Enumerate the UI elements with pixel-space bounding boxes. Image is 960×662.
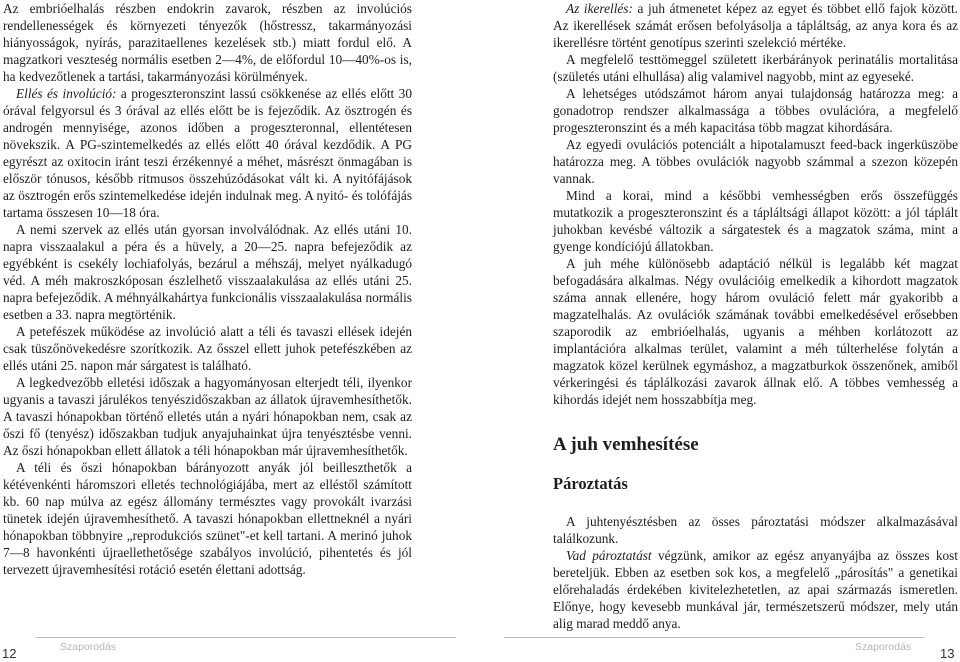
right-text-column	[553, 0, 958, 632]
paragraph-genital-involution: A nemi szervek az ellés után gyorsan involválódnak. Az ellés utáni 10. napra visszaalakul a péra és a hüvely, a 20—25. napra befejeződik az egyébként is csekély lochiafolyás, bezárul a méhszáj, melyet nyálkadugó véd. A méh makroszkóposan észlelhető visszaalakulása az ellés utáni 25. napra befejeződik. A méhnyálkahártya funkcionális visszaalakulása normális esetben a 33. napra megtörténik.	[3, 222, 412, 322]
term-wild-mating: Vad pároztatást	[566, 548, 652, 563]
term-birth-involution: Ellés és involúció:	[16, 86, 117, 101]
paragraph-lambing-season: A legkedvezőbb elletési időszak a hagyományosan elterjedt téli, ilyenkor ugyanis a tavaszi járulékos tenyészidőszakban az állatok újravemhesíthetők. A tavaszi hónapokban történő elletés után a nyári hónapokban nem, csak az őszi fő (tenyész) időszakban tudjuk anyajuhainkat újra tenyésztésbe venni. Az őszi hónapokban ellett állatok a téli hónapokban már újravemhesíthetők.	[3, 375, 412, 458]
paragraph-ovary-function: A petefészek működése az involúció alatt a téli és tavaszi ellések idején csak tüszőnövekedésre szorítkozik. Az ősszel ellett juhok petefészkében az ellés utáni 25. napon már sárgatest is található.	[3, 324, 412, 373]
term-twin-birth: Az ikerellés:	[566, 1, 633, 16]
footer-rule	[36, 637, 456, 638]
page-number: 12	[2, 646, 17, 661]
paragraph-uterus-capacity: A juh méhe különösebb adaptáció nélkül is legalább két magzat befogadására alkalmas. Négy ovulációig emelkedik a kihordott magzatok száma annak ellenére, hogy három ovuláció felett már gyakoribb a magzatelhalás. Az ovulációk számának további emelkedésével erősebben szaporodik az embrióelhalás, ugyanis a méhben korlátozott az implantációra alkalmas terület, valamint a méh túlterhelése folytán a magzatok közel kerülnek egymáshoz, a magzatburkok összenőnek, amiből vérkeringési és táplálkozási zavarok állnak elő. A többes vemhesség a kihordás idejét nem hosszabbítja meg.	[553, 256, 958, 407]
paragraph-ovulation-potential: Az egyedi ovulációs potenciált a hipotalamuszt feed-back ingerküszöbe határozza meg. A többes ovulációk nagyobb számmal a szezon közepén vannak.	[553, 137, 958, 186]
paragraph-twin-birth-text: a juh átmenetet képez az egyet és többet ellő fajok között. Az ikerellések számát erősen befolyásolja a tápláltság, az anya kora és az ikerellésre történt genotípus szerinti szelekció mértéke.	[553, 1, 958, 50]
footer-rule	[504, 637, 924, 638]
section-title: Pároztatás	[553, 474, 628, 493]
paragraph-wild-mating-text: végzünk, amikor az egész anyanyájba az összes kost bereteljük. Ebben az esetben sok kos, a megfelelő „párosítás" a genetikai előrehaladás érdekében kivitelezhetetlen, az apai származás ismeretlen. Előnye, hogy kevesebb munkával jár, természetszerű módszer, mely után alig marad meddő anya.	[553, 548, 959, 631]
paragraph-lambing-technology: A téli és őszi hónapokban bárányozott anyák jól beilleszthetők a kétévenkénti háromszori elletés technológiájába, mert az elléstől számított kb. 60 nap múlva az egész állomány természtes vagy provokált ivarzási tünetek idején újravemhesíthető. A tavaszi hónapokban ellettneknél a nyári hónapokban többnyire „reprodukciós szünet"-et kell tartani. A merinó juhok 7—8 havonkénti újraellethetősége szabályos involúció, pihentetés és jól tervezett újravemhesítési rotáció esetén élettani adottság.	[3, 460, 412, 577]
left-text-column	[3, 0, 412, 578]
footer-label: Szaporodás	[855, 641, 912, 653]
paragraph-embryo-loss: Az embrióelhalás részben endokrin zavarok, részben az involúciós rendellenességek és környezeti tényezők (hőstressz, takarmányozási hiányosságok, nyírás, parazitaellenes kezelések stb.) miatt fordul elő. A magzatkori veszteség normális esetben 2—4%, de előfordul 10—40%-os is, ha kedvezőtlenek a tartási, takarmányozási körülmények.	[3, 1, 412, 84]
paragraph-offspring-number: A lehetséges utódszámot három anyai tulajdonság határozza meg: a gonadotrop rendszer alkalmassága a többes ovulációra, a megfelelő progeszteronszint és a méh kapacitása több magzat kihordására.	[553, 86, 958, 135]
paragraph-progesterone-nutrition: Mind a korai, mind a későbbi vemhességben erős összefüggés mutatkozik a progeszteronszint és a tápláltsági állapot között: a jól táplált juhokban kevésbé változik a sárgatestek és a magzatok száma, mint a gyenge kondíciójú állatokban.	[553, 188, 958, 254]
paragraph-wild-mating	[553, 547, 958, 632]
paragraph-twin-birth	[553, 0, 958, 51]
paragraph-birth-involution-text: a progeszteronszint lassú csökkenése az ellés előtt 30 órával felgyorsul és 3 órával az ellés előtt be is fejeződik. Az ösztrogén és androgén mennyisége, azonos időben a progeszteronnal, ellentétesen növekszik. A PG-szintemelkedés az ellés előtt 40 órával kezdődik. A PG egyrészt az oxitocin iránt teszi érzékennyé a méhet, másrészt önmagában is először tónusos, később ritmusos összehúzódásokat vált ki. A nyitófájások az ösztrogén erős szintemelkedése idején indulnak meg. A nyitó- és tolófájás tartama összesen 10—18 óra.	[3, 86, 412, 220]
footer-label: Szaporodás	[60, 641, 117, 653]
paragraph-birth-involution	[3, 85, 412, 221]
paragraph-twin-mortality: A megfelelő testtömeggel született ikerbárányok perinatális mortalitása (születés utáni elhullása) alig valamivel nagyobb, mint az egyeseké.	[553, 52, 958, 84]
right-page	[480, 0, 960, 662]
paragraph-mating-methods: A juhtenyésztésben az össes pároztatási módszer alkalmazásával találkozunk.	[553, 514, 958, 546]
page-number: 13	[940, 646, 955, 661]
chapter-title: A juh vemhesítése	[553, 434, 699, 455]
